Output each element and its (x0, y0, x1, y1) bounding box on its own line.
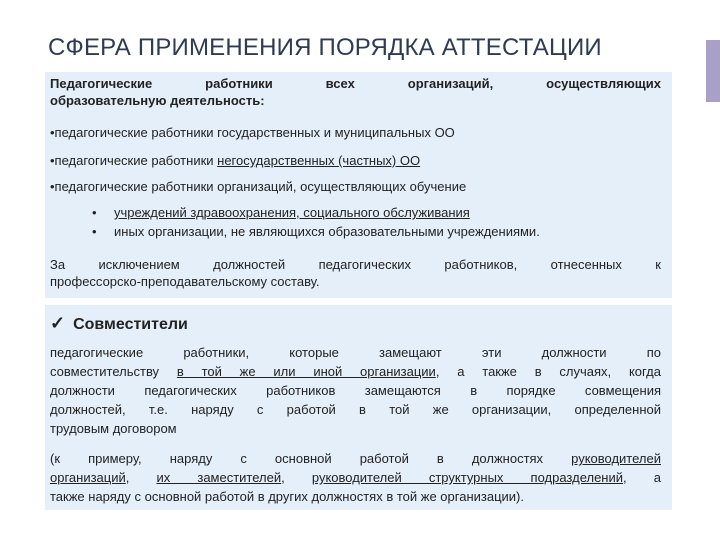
decorative-side-bar (706, 40, 720, 102)
p2-line-3: также наряду с основной работой в других должностях в той же организации). (50, 489, 524, 504)
checkmark-icon: ✓ (50, 313, 66, 333)
p1-line-2-pre: совместительству (50, 364, 177, 379)
p1-line-2 (50, 364, 661, 380)
p2-line-1 (50, 451, 661, 467)
bullet-state-municipal: •педагогические работники государственных и муниципальных ОО (50, 125, 455, 140)
p1-line-5: трудовым договором (50, 421, 177, 436)
p2-line-2-sep2: , (281, 470, 312, 485)
sub-item-healthcare (92, 205, 652, 221)
p2-line-1-pre: (к примеру, наряду с основной работой в должностях (50, 451, 572, 466)
intro-line-2: образовательную деятельность: (50, 93, 265, 108)
bullet-private-underlined: негосударственных (частных) ОО (217, 153, 421, 168)
p1-line-2-underlined: в той же или иной организации (176, 364, 436, 379)
bullet-training-orgs: •педагогические работники организаций, осуществляющих обучение (50, 179, 467, 194)
p2-line-2-u1: организаций (50, 470, 126, 485)
exclusion-line-2: профессорско-преподавательскому составу. (50, 274, 320, 289)
p2-line-2-sep1: , (125, 470, 157, 485)
sub-bullet-icon: • (92, 205, 97, 220)
p2-line-2-u2: их заместителей (156, 470, 282, 485)
p2-line-1-underlined: руководителей (571, 451, 661, 466)
exclusion-line-1: За исключением должностей педагогических работников, отнесенных к (50, 257, 661, 272)
sub-bullet-icon: • (92, 224, 97, 239)
bullet-private (50, 153, 661, 169)
p1-line-3: должности педагогических работников замещаются в порядке совмещения (50, 383, 661, 398)
part-timers-heading (50, 313, 188, 334)
p2-line-2-u3: руководителей структурных подразделений (311, 470, 624, 485)
p1-line-2-post: , а также в случаях, когда (435, 364, 661, 379)
sub-item-other-orgs-text: иных организации, не являющихся образовательными учреждениями. (114, 224, 540, 239)
p1-line-4: должностей, т.е. наряду с работой в той же организации, определенной (50, 402, 661, 417)
p2-line-2-post: , а (623, 470, 661, 485)
part-timers-heading-text: Совместители (73, 316, 188, 333)
bullet-private-text: •педагогические работники (50, 153, 218, 168)
sub-item-other-orgs (92, 224, 652, 240)
intro-line-1: Педагогические работники всех организаций, осуществляющих (50, 76, 661, 91)
sub-item-healthcare-text: учреждений здравоохранения, социального обслуживания (114, 205, 470, 220)
p1-line-1: педагогические работники, которые замещают эти должности по (50, 345, 661, 360)
page-title: СФЕРА ПРИМЕНЕНИЯ ПОРЯДКА АТТЕСТАЦИИ (48, 34, 602, 61)
p2-line-2 (50, 470, 661, 486)
